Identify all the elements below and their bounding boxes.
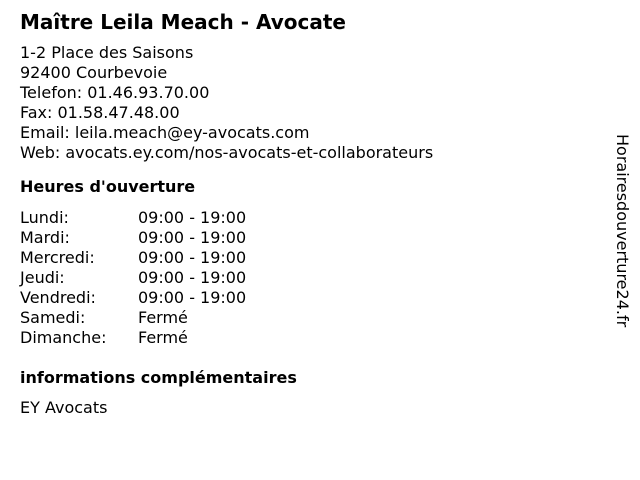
site-watermark: Horairesdouverture24.fr <box>613 134 632 328</box>
address-street: 1-2 Place des Saisons <box>20 43 194 62</box>
additional-info-text: EY Avocats <box>20 398 108 417</box>
opening-hours-heading: Heures d'ouverture <box>20 177 196 196</box>
business-card <box>20 10 600 418</box>
hours-row <box>20 328 600 348</box>
additional-info-heading: informations complémentaires <box>20 368 297 387</box>
address-block <box>20 43 600 163</box>
day-label: Mardi: <box>20 228 70 247</box>
website: Web: avocats.ey.com/nos-avocats-et-collaborateurs <box>20 143 434 162</box>
day-hours: Fermé <box>138 308 188 327</box>
fax-number: Fax: 01.58.47.48.00 <box>20 103 180 122</box>
business-title: Maître Leila Meach - Avocate <box>20 10 346 34</box>
day-hours: 09:00 - 19:00 <box>138 248 247 267</box>
day-label: Dimanche: <box>20 328 107 347</box>
hours-row <box>20 208 600 228</box>
day-label: Vendredi: <box>20 288 96 307</box>
day-label: Mercredi: <box>20 248 95 267</box>
day-hours: Fermé <box>138 328 188 347</box>
address-city: 92400 Courbevoie <box>20 63 168 82</box>
opening-hours-list <box>20 208 600 348</box>
hours-row <box>20 248 600 268</box>
day-hours: 09:00 - 19:00 <box>138 208 247 227</box>
day-hours: 09:00 - 19:00 <box>138 288 247 307</box>
hours-row <box>20 268 600 288</box>
hours-row <box>20 288 600 308</box>
day-label: Samedi: <box>20 308 86 327</box>
day-label: Lundi: <box>20 208 69 227</box>
hours-row <box>20 228 600 248</box>
hours-row <box>20 308 600 328</box>
email-address: Email: leila.meach@ey-avocats.com <box>20 123 310 142</box>
day-label: Jeudi: <box>20 268 65 287</box>
phone-number: Telefon: 01.46.93.70.00 <box>20 83 210 102</box>
day-hours: 09:00 - 19:00 <box>138 268 247 287</box>
day-hours: 09:00 - 19:00 <box>138 228 247 247</box>
